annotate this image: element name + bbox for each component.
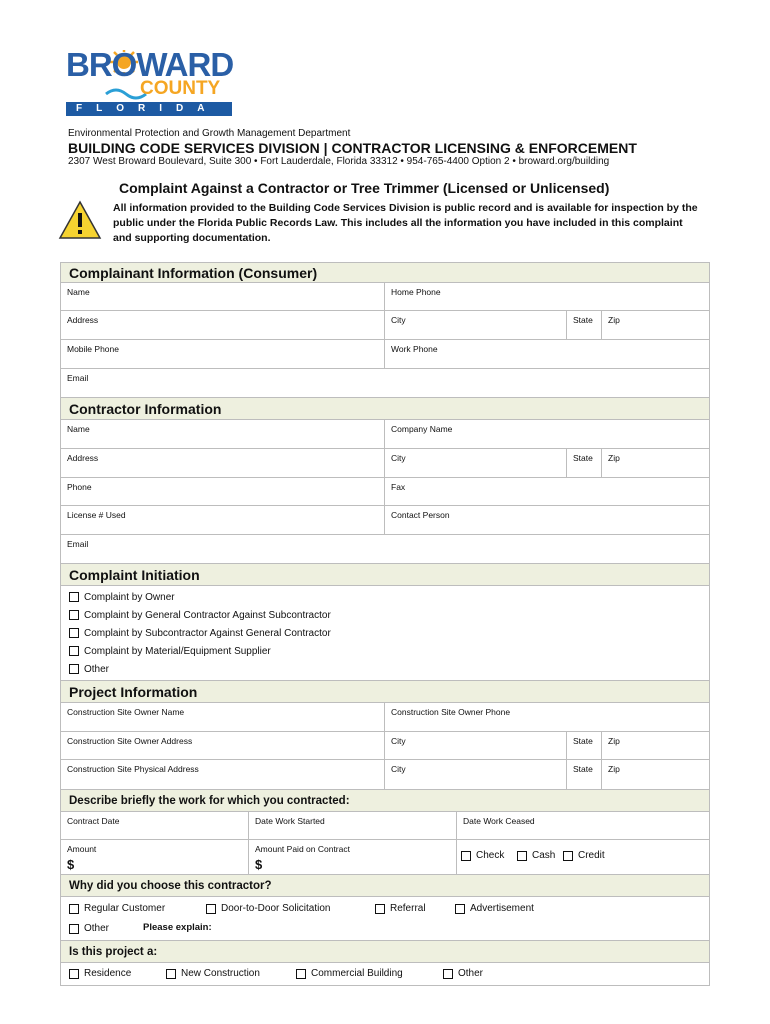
contractor-company-name-field[interactable]: Company Name [391, 424, 453, 434]
contractor-city-field[interactable]: City [385, 449, 567, 477]
initiation-heading: Complaint Initiation [61, 564, 709, 586]
payment-cash-option[interactable]: Cash [517, 850, 555, 861]
contractor-address-field[interactable]: Address [61, 449, 385, 477]
site-owner-zip-field[interactable]: Zip [608, 736, 620, 746]
work-heading: Describe briefly the work for which you contracted: [61, 790, 709, 812]
complainant-zip-field[interactable]: Zip [608, 315, 620, 325]
why-regular-customer[interactable]: Regular Customer [69, 903, 165, 914]
type-residence[interactable]: Residence [69, 968, 131, 979]
complainant-address-field[interactable]: Address [61, 311, 385, 339]
contractor-email-field[interactable]: Email [67, 539, 89, 549]
please-explain-label: Please explain: [143, 922, 212, 933]
logo-florida-text: FLORIDA [76, 103, 219, 114]
logo-county-text: COUNTY [140, 78, 221, 99]
contractor-fax-field[interactable]: Fax [391, 482, 406, 492]
site-physical-address-field[interactable]: Construction Site Physical Address [61, 760, 385, 789]
department-name: Environmental Protection and Growth Management Department [68, 128, 351, 139]
why-options [61, 897, 709, 941]
project-type-options [61, 963, 709, 985]
amount-field[interactable]: Amount $ [61, 840, 249, 874]
site-owner-name-field[interactable]: Construction Site Owner Name [61, 703, 385, 731]
type-new-construction[interactable]: New Construction [166, 968, 260, 979]
amount-paid-field[interactable]: Amount Paid on Contract $ [249, 840, 457, 874]
checkbox[interactable] [69, 610, 79, 620]
site-state-field[interactable]: State [567, 760, 602, 789]
initiation-option[interactable]: Complaint by Owner [69, 588, 701, 606]
why-heading: Why did you choose this contractor? [61, 875, 709, 897]
why-door-to-door[interactable]: Door-to-Door Solicitation [206, 903, 331, 914]
contractor-state-field[interactable]: State [567, 449, 602, 477]
date-work-ceased-field[interactable]: Date Work Ceased [463, 816, 535, 826]
logo-broward-text: BROWARD [66, 46, 234, 83]
site-owner-city-field[interactable]: City [385, 732, 567, 759]
site-owner-state-field[interactable]: State [567, 732, 602, 759]
contractor-zip-field[interactable]: Zip [608, 453, 620, 463]
complainant-mobile-phone-field[interactable]: Mobile Phone [61, 340, 385, 368]
checkbox[interactable] [69, 592, 79, 602]
payment-method-group [457, 840, 709, 874]
warning-icon [58, 200, 102, 240]
contractor-license-field[interactable]: License # Used [61, 506, 385, 534]
date-work-started-field[interactable]: Date Work Started [249, 812, 457, 839]
public-record-notice: All information provided to the Building Code Services Division is public record and is available for inspection by the public under the Florida Public Records Law. This includes all the information you have included in this complaint and supporting documentation. [113, 202, 698, 244]
complainant-name-field[interactable]: Name [61, 283, 385, 310]
initiation-option[interactable]: Complaint by Material/Equipment Supplier [69, 642, 701, 660]
why-referral[interactable]: Referral [375, 903, 426, 914]
payment-check-option[interactable]: Check [461, 850, 504, 861]
complainant-work-phone-field[interactable]: Work Phone [391, 344, 438, 354]
amount-currency: $ [67, 857, 75, 872]
type-other[interactable]: Other [443, 968, 483, 979]
division-name: BUILDING CODE SERVICES DIVISION | CONTRACTOR LICENSING & ENFORCEMENT [68, 140, 637, 156]
site-zip-field[interactable]: Zip [608, 764, 620, 774]
broward-county-logo [66, 46, 234, 116]
project-heading: Project Information [61, 681, 709, 703]
checkbox[interactable] [69, 664, 79, 674]
site-owner-phone-field[interactable]: Construction Site Owner Phone [391, 707, 511, 717]
contractor-contact-person-field[interactable]: Contact Person [391, 510, 450, 520]
complainant-city-field[interactable]: City [385, 311, 567, 339]
complaint-form [60, 262, 710, 986]
project-type-heading: Is this project a: [61, 941, 709, 963]
payment-credit-option[interactable]: Credit [563, 850, 605, 861]
contractor-name-field[interactable]: Name [61, 420, 385, 448]
checkbox[interactable] [69, 628, 79, 638]
complainant-home-phone-field[interactable]: Home Phone [391, 287, 441, 297]
site-owner-address-field[interactable]: Construction Site Owner Address [61, 732, 385, 759]
contract-date-field[interactable]: Contract Date [61, 812, 249, 839]
type-commercial-building[interactable]: Commercial Building [296, 968, 403, 979]
complainant-state-field[interactable]: State [567, 311, 602, 339]
contractor-heading: Contractor Information [61, 398, 709, 420]
contractor-phone-field[interactable]: Phone [61, 478, 385, 505]
initiation-option[interactable]: Other [69, 660, 701, 678]
complainant-email-field[interactable]: Email [67, 373, 89, 383]
why-advertisement[interactable]: Advertisement [455, 903, 534, 914]
initiation-option[interactable]: Complaint by General Contractor Against Subcontractor [69, 606, 701, 624]
amount-paid-currency: $ [255, 857, 263, 872]
site-city-field[interactable]: City [385, 760, 567, 789]
why-other[interactable]: Other [69, 923, 109, 934]
checkbox[interactable] [69, 646, 79, 656]
form-title: Complaint Against a Contractor or Tree Trimmer (Licensed or Unlicensed) [119, 180, 610, 196]
office-address: 2307 West Broward Boulevard, Suite 300 • Fort Lauderdale, Florida 33312 • 954-765-4400 Option 2 • broward.org/building [68, 156, 610, 167]
complainant-heading: Complainant Information (Consumer) [61, 263, 709, 283]
initiation-option[interactable]: Complaint by Subcontractor Against General Contractor [69, 624, 701, 642]
